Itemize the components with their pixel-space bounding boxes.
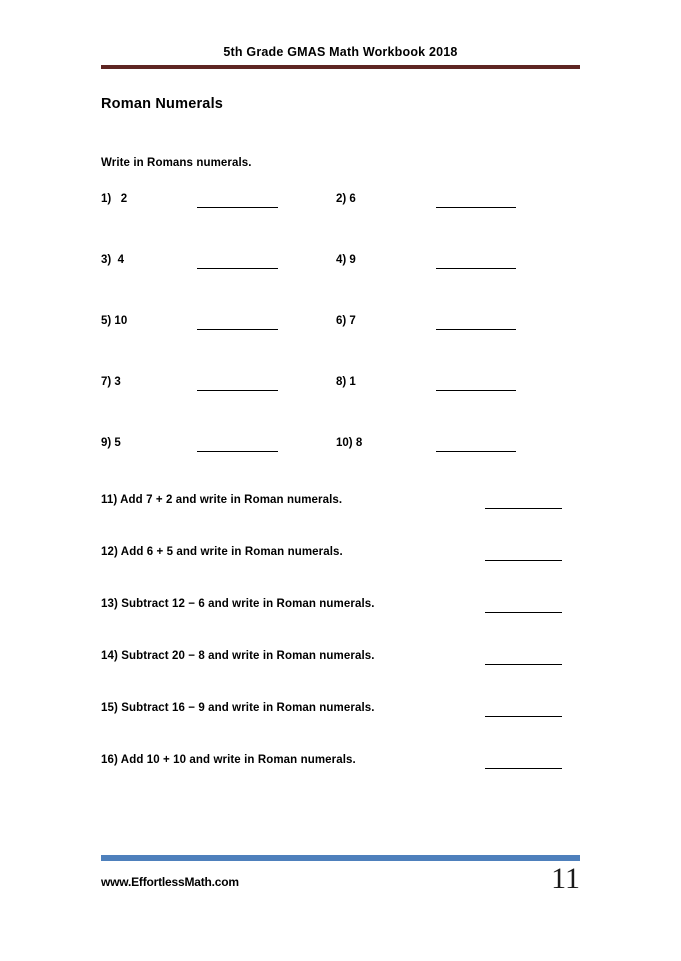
word-problems-section: [101, 494, 580, 806]
page-number: 11: [551, 862, 580, 895]
problem-label: 5) 10: [101, 315, 128, 327]
answer-blank[interactable]: [485, 664, 562, 665]
answer-blank[interactable]: [197, 390, 278, 391]
answer-blank[interactable]: [485, 612, 562, 613]
answer-blank[interactable]: [436, 329, 516, 330]
problem-item: [101, 315, 127, 327]
word-problem-row: [101, 650, 580, 702]
answer-blank[interactable]: [197, 329, 278, 330]
problem-label: 10) 8: [336, 437, 363, 449]
problem-item: [336, 437, 362, 449]
header-divider-rule: [101, 65, 580, 69]
problem-item: [336, 315, 356, 327]
problem-label: 7) 3: [101, 376, 121, 388]
answer-blank[interactable]: [485, 508, 562, 509]
problem-label: 8) 1: [336, 376, 356, 388]
word-problem-row: [101, 494, 580, 546]
problem-label: 6) 7: [336, 315, 356, 327]
answer-blank[interactable]: [197, 268, 278, 269]
answer-blank[interactable]: [485, 768, 562, 769]
problem-label: 1) 2: [101, 193, 128, 205]
footer-website: www.EffortlessMath.com: [101, 875, 239, 889]
numeric-problems-section: [101, 193, 580, 498]
problem-item: [101, 254, 124, 266]
page-header: [101, 44, 580, 69]
word-problem-text: 13) Subtract 12 − 6 and write in Roman numerals.: [101, 598, 375, 610]
word-problem-row: [101, 598, 580, 650]
problem-row: [101, 376, 580, 437]
word-problem-text: 11) Add 7 + 2 and write in Roman numerals.: [101, 494, 343, 506]
problem-item: [101, 376, 121, 388]
answer-blank[interactable]: [436, 207, 516, 208]
footer-divider-rule: [101, 855, 580, 861]
answer-blank[interactable]: [197, 207, 278, 208]
problem-label: 4) 9: [336, 254, 356, 266]
problem-item: [101, 437, 121, 449]
problem-row: [101, 254, 580, 315]
page-title: Roman Numerals: [101, 96, 224, 112]
answer-blank[interactable]: [485, 560, 562, 561]
problem-item: [101, 193, 127, 205]
problem-label: 9) 5: [101, 437, 121, 449]
problem-row: [101, 315, 580, 376]
problem-label: 2) 6: [336, 193, 356, 205]
word-problem-row: [101, 702, 580, 754]
problem-label: 3) 4: [101, 254, 125, 266]
answer-blank[interactable]: [436, 451, 516, 452]
problem-item: [336, 193, 356, 205]
header-title: 5th Grade GMAS Math Workbook 2018: [223, 45, 458, 59]
word-problem-row: [101, 546, 580, 598]
word-problem-text: 12) Add 6 + 5 and write in Roman numerals.: [101, 546, 343, 558]
word-problem-row: [101, 754, 580, 806]
answer-blank[interactable]: [436, 390, 516, 391]
answer-blank[interactable]: [197, 451, 278, 452]
answer-blank[interactable]: [485, 716, 562, 717]
word-problem-text: 16) Add 10 + 10 and write in Roman numerals.: [101, 754, 356, 766]
problem-item: [336, 376, 356, 388]
problem-row: [101, 437, 580, 498]
answer-blank[interactable]: [436, 268, 516, 269]
problem-row: [101, 193, 580, 254]
problem-item: [336, 254, 356, 266]
word-problem-text: 15) Subtract 16 − 9 and write in Roman numerals.: [101, 702, 375, 714]
instruction-text: Write in Romans numerals.: [101, 157, 252, 169]
word-problem-text: 14) Subtract 20 − 8 and write in Roman numerals.: [101, 650, 375, 662]
